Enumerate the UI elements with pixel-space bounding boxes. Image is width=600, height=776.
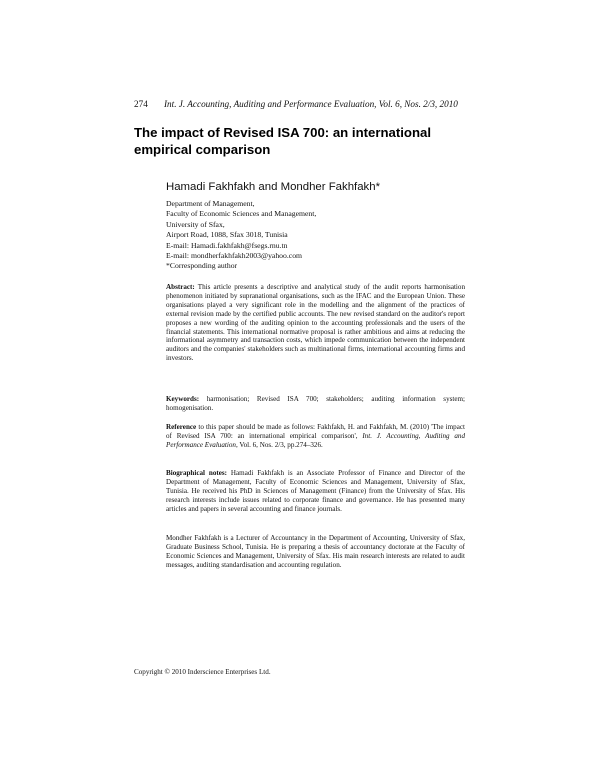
reference xyxy=(166,423,465,450)
affiliation-email-1: E-mail: Hamadi.fakhfakh@fsegs.rnu.tn xyxy=(166,240,288,250)
journal-citation: Int. J. Accounting, Auditing and Performance Evaluation, Vol. 6, Nos. 2/3, 2010 xyxy=(164,99,458,109)
running-head xyxy=(134,99,464,110)
affiliation-department: Department of Management, xyxy=(166,199,255,208)
reference-volume: , Vol. 6, Nos. 2/3, pp.274–326. xyxy=(235,440,323,449)
biographical-notes xyxy=(166,469,465,514)
affiliation-email-2: E-mail: mondherfakhfakh2003@yahoo.com xyxy=(166,251,303,261)
corresponding-author-note: *Corresponding author xyxy=(166,261,238,271)
affiliation-address: Airport Road, 1088, Sfax 3018, Tunisia xyxy=(166,230,288,240)
page-number: 274 xyxy=(134,99,148,109)
abstract-text: This article presents a descriptive and analytical study of the audit reports harmonisation phenomenon initiated by supranational organisations, such as the IFAC and the European Union. These organisations played a very significant role in the modelling and the alignment of the practices of external revision made by the certified public accounts. The new revised standard on the auditor's report proposes a new wording of the auditing opinion to the accounting professionals and the users of the financial statements. This international normative proposal is rather ambitious and aims at reducing the informational asymmetry and transaction costs, which impede communication between the independent auditors and the companies' stakeholders such as multinational firms, international accounting firms and investors. xyxy=(166,283,466,363)
abstract-label: Abstract: xyxy=(166,283,195,291)
author-names: Hamadi Fakhfakh and Mondher Fakhfakh* xyxy=(166,181,381,193)
paper-title: The impact of Revised ISA 700: an international empirical comparison xyxy=(134,125,432,157)
affiliation-university: University of Sfax, xyxy=(166,219,225,229)
bio-label: Biographical notes: xyxy=(166,469,228,477)
bio-text-hamadi: Hamadi Fakhfakh is an Associate Professor of Finance and Director of the Department of Management, Faculty of Economic Sciences and Management, University of Sfax, Tunisia. He received his PhD in Sciences of Management (Finance) from the University of Sfax. His research interests include issues related to corporate finance and governance. He has presented many articles and papers in several accounting and finance journals. xyxy=(166,469,465,513)
reference-label: Reference xyxy=(166,423,197,431)
reference-text: to this paper should be made as follows: Fakhfakh, H. and Fakhfakh, M. (2010) 'The impact of Revised ISA 700: an international empirical comparison', xyxy=(166,423,465,440)
keywords-label: Keywords: xyxy=(166,395,200,403)
keywords xyxy=(166,395,465,413)
biographical-notes-2 xyxy=(166,534,465,570)
abstract xyxy=(166,283,465,363)
bio-text-mondher: Mondher Fakhfakh is a Lecturer of Accountancy in the Department of Accounting, University of Sfax, Graduate Business School, Tunisia. He is preparing a thesis of accountancy doctorate at the Faculty of Economic Sciences and Management, University of Sfax. His main research interests are related to audit messages, auditing standardisation and accounting regulation. xyxy=(166,534,465,569)
keywords-text: harmonisation; Revised ISA 700; stakeholders; auditing information system; homogenisation. xyxy=(166,395,465,412)
affiliation-faculty: Faculty of Economic Sciences and Management, xyxy=(166,209,317,219)
copyright-notice: Copyright © 2010 Inderscience Enterprises Ltd. xyxy=(134,668,271,676)
reference-journal: Int. J. Accounting, Auditing and Performance Evaluation xyxy=(166,431,465,449)
affiliation-block xyxy=(166,199,466,272)
